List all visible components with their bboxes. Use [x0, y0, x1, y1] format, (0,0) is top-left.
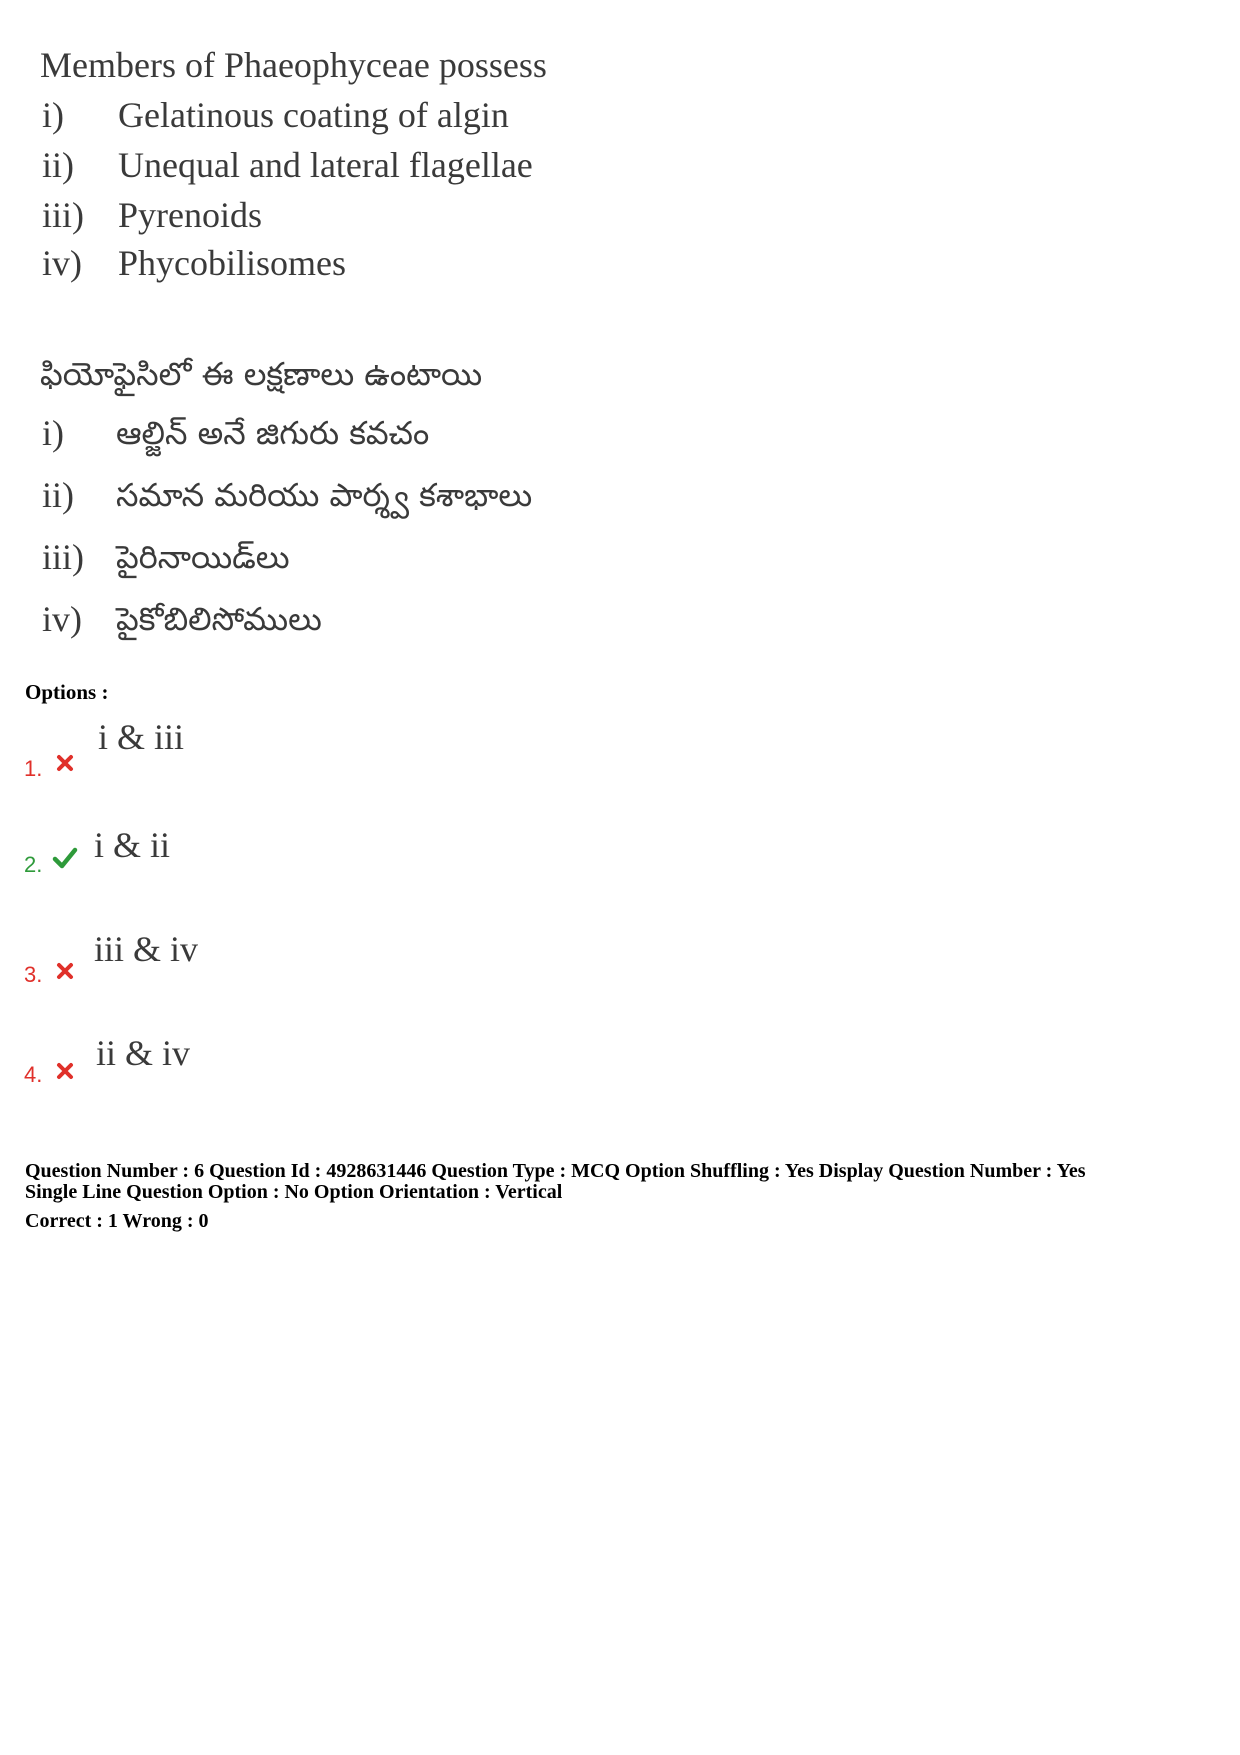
- item-number: i): [42, 413, 64, 453]
- item-text: Phycobilisomes: [118, 243, 347, 283]
- item-text: Unequal and lateral flagellae: [118, 145, 533, 185]
- item-number: ii): [42, 145, 74, 185]
- question-stem-english: Members of Phaeophyceae possess: [40, 45, 547, 85]
- question-meta-line: Question Number : 6 Question Id : 4928631446 Question Type : MCQ Option Shuffling : Yes Display Question Number : Yes: [25, 1160, 1086, 1182]
- item-number: i): [42, 95, 64, 135]
- marking-scheme: Correct : 1 Wrong : 0: [25, 1210, 209, 1232]
- item-text-telugu: ఆల్జిన్ అనే జిగురు కవచం: [116, 414, 430, 452]
- item-text: Gelatinous coating of algin: [118, 95, 509, 135]
- checkmark-icon: [52, 846, 78, 870]
- item-text-telugu: పైకోబిలిసోములు: [116, 600, 322, 638]
- cross-icon: [54, 960, 76, 982]
- cross-icon: [54, 1060, 76, 1082]
- option-text[interactable]: i & ii: [94, 825, 171, 865]
- option-number: 2.: [24, 852, 43, 877]
- item-number: iv): [42, 599, 82, 639]
- option-number: 4.: [24, 1062, 43, 1087]
- option-text[interactable]: iii & iv: [94, 929, 199, 969]
- item-text: Pyrenoids: [118, 195, 262, 235]
- option-text[interactable]: i & iii: [98, 717, 185, 757]
- cross-icon: [54, 752, 76, 774]
- option-number: 3.: [24, 962, 43, 987]
- item-text-telugu: సమాన మరియు పార్శ్వ కశాభాలు: [116, 476, 533, 514]
- question-stem-telugu: ఫియోఫైసిలో ఈ లక్షణాలు ఉంటాయి: [40, 355, 483, 393]
- item-number: iv): [42, 243, 82, 283]
- options-label: Options :: [25, 680, 109, 704]
- option-number: 1.: [24, 756, 43, 781]
- item-text-telugu: పైరినాయిడ్‌లు: [116, 538, 290, 576]
- item-number: ii): [42, 475, 74, 515]
- option-text[interactable]: ii & iv: [96, 1033, 191, 1073]
- question-meta-line: Single Line Question Option : No Option Orientation : Vertical: [25, 1181, 563, 1203]
- item-number: iii): [42, 537, 84, 577]
- item-number: iii): [42, 195, 84, 235]
